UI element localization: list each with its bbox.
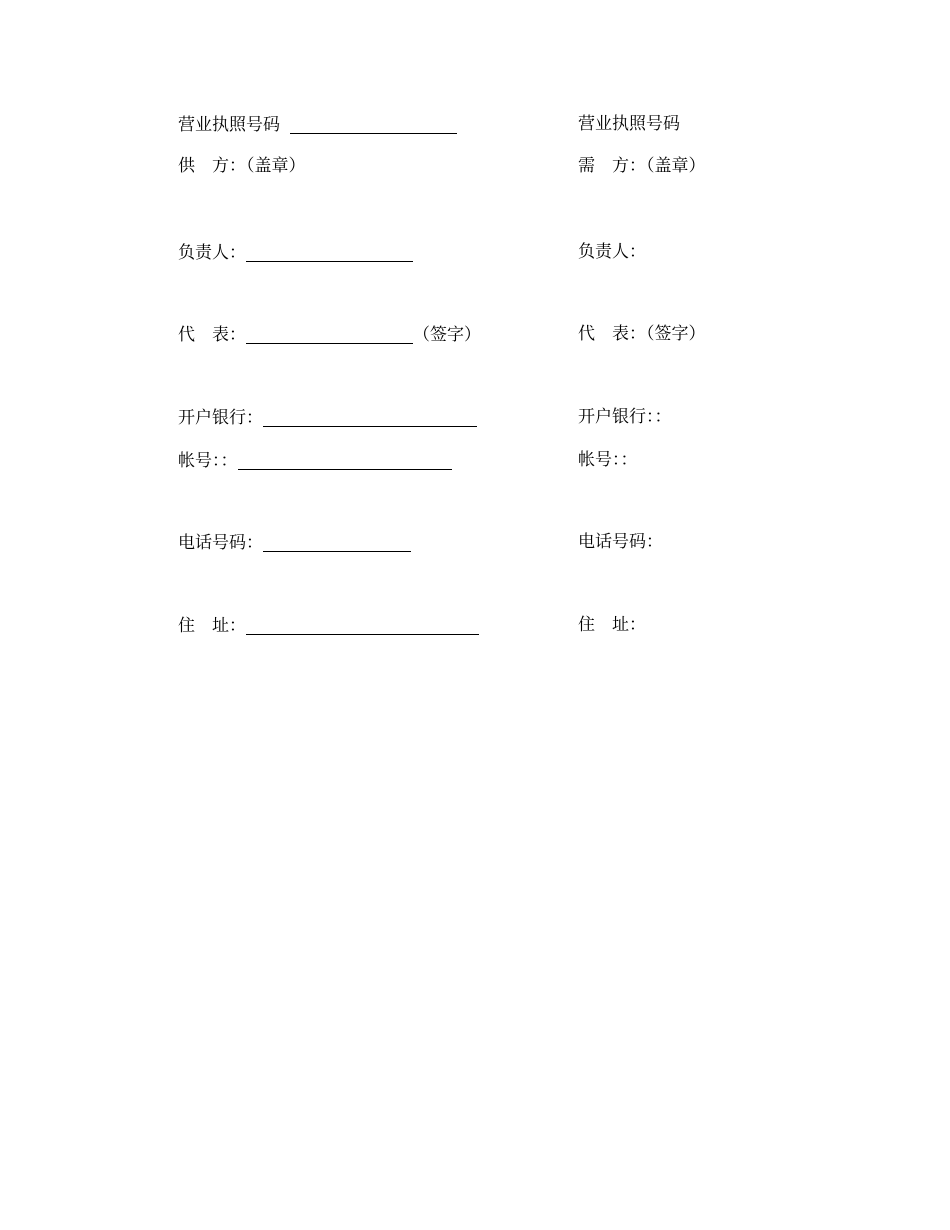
buyer-party bbox=[578, 154, 706, 178]
address-row bbox=[0, 613, 950, 637]
supplier-responsible bbox=[178, 240, 413, 265]
supplier-representative-label: 代 表： bbox=[178, 325, 246, 345]
buyer-responsible bbox=[578, 240, 646, 264]
bank-row bbox=[0, 405, 950, 429]
supplier-bank-label: 开户银行： bbox=[178, 408, 263, 428]
buyer-license-label: 营业执照号码 bbox=[578, 114, 680, 134]
supplier-party-label: 供 方：（盖章） bbox=[178, 156, 306, 176]
supplier-bank bbox=[178, 405, 477, 430]
buyer-responsible-label: 负责人： bbox=[578, 242, 646, 262]
supplier-party bbox=[178, 154, 306, 178]
supplier-phone-blank[interactable] bbox=[263, 534, 411, 552]
buyer-address-label: 住 址： bbox=[578, 615, 646, 635]
representative-row bbox=[0, 322, 950, 346]
supplier-address-blank[interactable] bbox=[246, 617, 479, 635]
buyer-bank bbox=[578, 405, 672, 429]
buyer-account-label: 帐号：： bbox=[578, 450, 638, 470]
supplier-license-blank[interactable] bbox=[290, 116, 457, 134]
buyer-license bbox=[578, 112, 680, 136]
supplier-account-label: 帐号：： bbox=[178, 451, 238, 471]
supplier-phone bbox=[178, 530, 411, 555]
supplier-responsible-label: 负责人： bbox=[178, 243, 246, 263]
supplier-account bbox=[178, 448, 452, 473]
buyer-representative-label: 代 表：（签字） bbox=[578, 324, 706, 344]
buyer-phone-label: 电话号码： bbox=[578, 532, 663, 552]
supplier-license-label: 营业执照号码 bbox=[178, 115, 280, 135]
license-row bbox=[0, 112, 950, 136]
responsible-row bbox=[0, 240, 950, 264]
buyer-bank-label: 开户银行：： bbox=[578, 407, 672, 427]
buyer-phone bbox=[578, 530, 663, 554]
supplier-address bbox=[178, 613, 479, 638]
supplier-phone-label: 电话号码： bbox=[178, 533, 263, 553]
party-row bbox=[0, 154, 950, 178]
phone-row bbox=[0, 530, 950, 554]
supplier-representative-blank[interactable] bbox=[246, 326, 413, 344]
supplier-account-blank[interactable] bbox=[238, 452, 452, 470]
supplier-bank-blank[interactable] bbox=[263, 409, 477, 427]
supplier-responsible-blank[interactable] bbox=[246, 244, 413, 262]
supplier-representative bbox=[178, 322, 481, 347]
supplier-license bbox=[178, 112, 457, 137]
supplier-representative-suffix: （签字） bbox=[413, 325, 481, 345]
buyer-account bbox=[578, 448, 638, 472]
supplier-address-label: 住 址： bbox=[178, 616, 246, 636]
account-row bbox=[0, 448, 950, 472]
buyer-representative bbox=[578, 322, 706, 346]
buyer-party-label: 需 方：（盖章） bbox=[578, 156, 706, 176]
buyer-address bbox=[578, 613, 646, 637]
